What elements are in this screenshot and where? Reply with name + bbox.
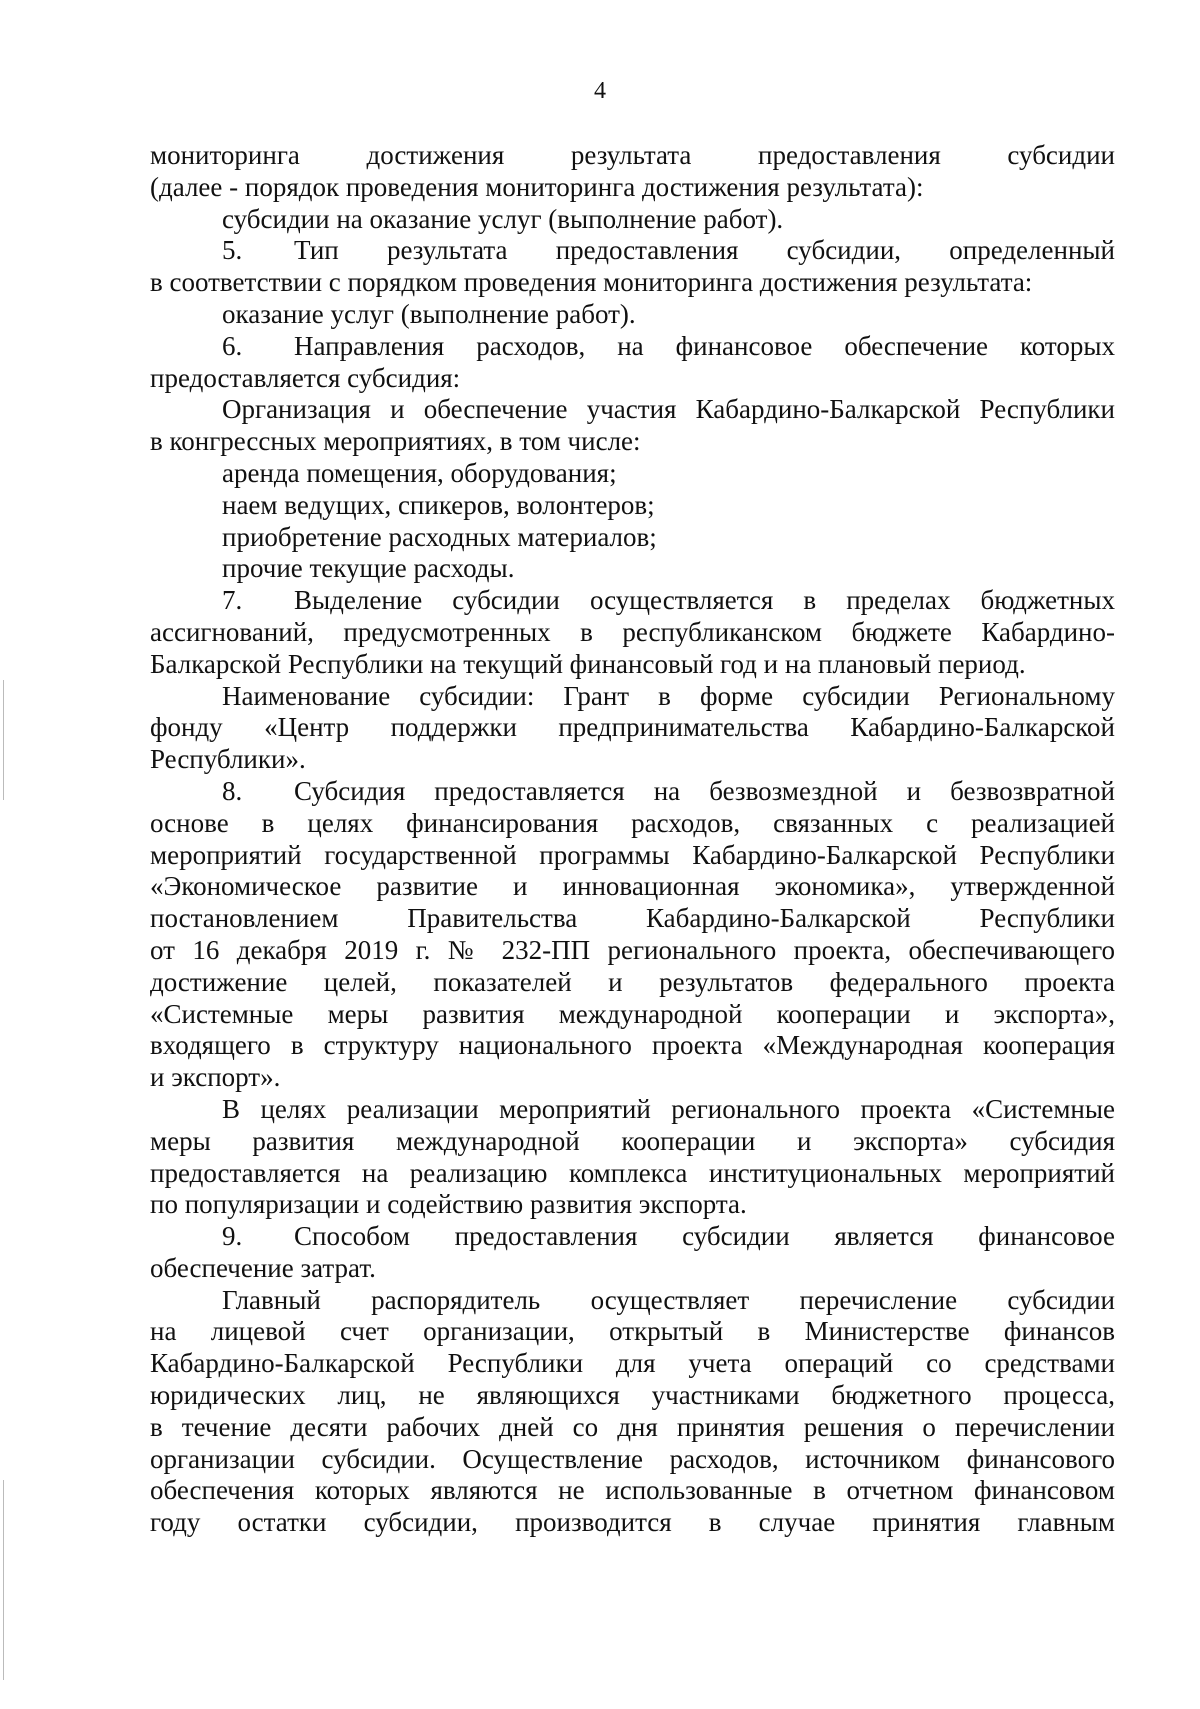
- line-text: предоставляется субсидия:: [150, 362, 461, 393]
- paragraph: [150, 331, 1115, 395]
- text-line: [150, 585, 1115, 617]
- page-number: 4: [594, 78, 606, 104]
- paragraph: [150, 681, 1115, 776]
- text-line: [150, 649, 1115, 681]
- line-text: наем ведущих, спикеров, волонтеров;: [222, 489, 655, 520]
- text-line: [150, 394, 1115, 426]
- text-line: [150, 1253, 1115, 1285]
- line-text: субсидии на оказание услуг (выполнение работ).: [222, 203, 784, 234]
- line-text: фонду «Центр поддержки предпринимательства Кабардино-Балкарской: [150, 712, 1115, 743]
- text-line: [150, 204, 1115, 236]
- line-text: «Системные меры развития международной кооперации и экспорта»,: [150, 998, 1115, 1029]
- line-text: и экспорт».: [150, 1062, 281, 1093]
- line-text: году остатки субсидии, производится в случае принятия главным: [150, 1507, 1115, 1538]
- paragraph: [150, 776, 1115, 1094]
- line-text: Балкарской Республики на текущий финансовый год и на плановый период.: [150, 648, 1026, 679]
- item-number: 5.: [222, 235, 243, 266]
- line-text: организации субсидии. Осуществление расходов, источником финансового: [150, 1443, 1115, 1474]
- line-text: входящего в структуру национального проекта «Международная кооперация: [150, 1030, 1115, 1061]
- line-text: Выделение субсидии осуществляется в пределах бюджетных: [294, 585, 1115, 616]
- line-text: меры развития международной кооперации и экспорта» субсидия: [150, 1125, 1115, 1156]
- paragraph: [150, 490, 1115, 522]
- text-line: [150, 426, 1115, 458]
- text-line: [150, 490, 1115, 522]
- text-line: [150, 999, 1115, 1031]
- line-text: Субсидия предоставляется на безвозмездной и безвозвратной: [294, 775, 1115, 806]
- paragraph: [150, 1285, 1115, 1539]
- line-text: Организация и обеспечение участия Кабардино-Балкарской Республики: [222, 394, 1115, 425]
- paragraph: [150, 235, 1115, 299]
- line-text: в соответствии с порядком проведения мониторинга достижения результата:: [150, 267, 1033, 298]
- text-line: [150, 840, 1115, 872]
- text-line: [150, 776, 1115, 808]
- paragraph: [150, 394, 1115, 458]
- text-line: [150, 935, 1115, 967]
- text-line: [150, 1062, 1115, 1094]
- line-text: В целях реализации мероприятий регионального проекта «Системные: [222, 1093, 1115, 1124]
- text-line: [150, 1285, 1115, 1317]
- line-text: ассигнований, предусмотренных в республиканском бюджете Кабардино-: [150, 616, 1115, 647]
- paragraph: [150, 553, 1115, 585]
- text-line: [150, 235, 1115, 267]
- text-line: [150, 1412, 1115, 1444]
- line-text: Республики».: [150, 744, 306, 775]
- line-text: обеспечения которых являются не использованные в отчетном финансовом: [150, 1475, 1115, 1506]
- text-line: [150, 1158, 1115, 1190]
- text-line: [150, 1221, 1115, 1253]
- line-text: Кабардино-Балкарской Республики для учета операций со средствами: [150, 1348, 1115, 1379]
- line-text: Главный распорядитель осуществляет перечисление субсидии: [222, 1284, 1115, 1315]
- line-text: Направления расходов, на финансовое обеспечение которых: [294, 330, 1115, 361]
- line-text: в конгрессных мероприятиях, в том числе:: [150, 426, 641, 457]
- line-text: на лицевой счет организации, открытый в Министерстве финансов: [150, 1316, 1115, 1347]
- line-text: в течение десяти рабочих дней со дня принятия решения о перечислении: [150, 1411, 1115, 1442]
- line-text: по популяризации и содействию развития экспорта.: [150, 1189, 747, 1220]
- line-text: Способом предоставления субсидии является финансовое: [294, 1221, 1115, 1252]
- line-text: прочие текущие расходы.: [222, 553, 515, 584]
- paragraph: [150, 204, 1115, 236]
- text-line: [150, 1189, 1115, 1221]
- text-line: [150, 140, 1115, 172]
- line-text: приобретение расходных материалов;: [222, 521, 657, 552]
- text-line: [150, 1475, 1115, 1507]
- text-line: [150, 1507, 1115, 1539]
- text-line: [150, 1030, 1115, 1062]
- text-line: [150, 299, 1115, 331]
- item-number: 7.: [222, 585, 243, 616]
- text-line: [150, 808, 1115, 840]
- document-body: [150, 140, 1115, 1539]
- text-line: [150, 522, 1115, 554]
- paragraph: [150, 1094, 1115, 1221]
- scan-edge-line: [3, 1480, 4, 1680]
- item-number: 6.: [222, 330, 243, 361]
- text-line: [150, 172, 1115, 204]
- paragraph: [150, 299, 1115, 331]
- text-line: [150, 967, 1115, 999]
- text-line: [150, 331, 1115, 363]
- text-line: [150, 903, 1115, 935]
- line-text: от 16 декабря 2019 г. № 232-ПП регионального проекта, обеспечивающего: [150, 934, 1115, 965]
- scan-edge-line: [3, 680, 4, 800]
- text-line: [150, 1444, 1115, 1476]
- paragraph: [150, 458, 1115, 490]
- line-text: достижение целей, показателей и результатов федерального проекта: [150, 966, 1115, 997]
- text-line: [150, 681, 1115, 713]
- paragraph: [150, 140, 1115, 204]
- line-text: «Экономическое развитие и инновационная экономика», утвержденной: [150, 871, 1115, 902]
- item-number: 8.: [222, 775, 243, 806]
- line-text: мониторинга достижения результата предоставления субсидии: [150, 140, 1115, 170]
- text-line: [150, 553, 1115, 585]
- line-text: оказание услуг (выполнение работ).: [222, 298, 636, 329]
- text-line: [150, 744, 1115, 776]
- paragraph: [150, 522, 1115, 554]
- line-text: предоставляется на реализацию комплекса институциональных мероприятий: [150, 1157, 1115, 1188]
- line-text: Тип результата предоставления субсидии, определенный: [294, 235, 1115, 266]
- text-line: [150, 712, 1115, 744]
- line-text: основе в целях финансирования расходов, связанных с реализацией: [150, 807, 1115, 838]
- text-line: [150, 363, 1115, 395]
- text-line: [150, 458, 1115, 490]
- line-text: постановлением Правительства Кабардино-Балкарской Республики: [150, 903, 1115, 934]
- line-text: аренда помещения, оборудования;: [222, 457, 617, 488]
- text-line: [150, 871, 1115, 903]
- text-line: [150, 1348, 1115, 1380]
- line-text: обеспечение затрат.: [150, 1252, 376, 1283]
- text-line: [150, 267, 1115, 299]
- text-line: [150, 617, 1115, 649]
- item-number: 9.: [222, 1221, 243, 1252]
- paragraph: [150, 1221, 1115, 1285]
- line-text: (далее - порядок проведения мониторинга достижения результата):: [150, 171, 924, 202]
- line-text: юридических лиц, не являющихся участниками бюджетного процесса,: [150, 1380, 1115, 1411]
- line-text: Наименование субсидии: Грант в форме субсидии Региональному: [222, 680, 1115, 711]
- text-line: [150, 1380, 1115, 1412]
- line-text: мероприятий государственной программы Кабардино-Балкарской Республики: [150, 839, 1115, 870]
- paragraph: [150, 585, 1115, 680]
- text-line: [150, 1126, 1115, 1158]
- text-line: [150, 1316, 1115, 1348]
- text-line: [150, 1094, 1115, 1126]
